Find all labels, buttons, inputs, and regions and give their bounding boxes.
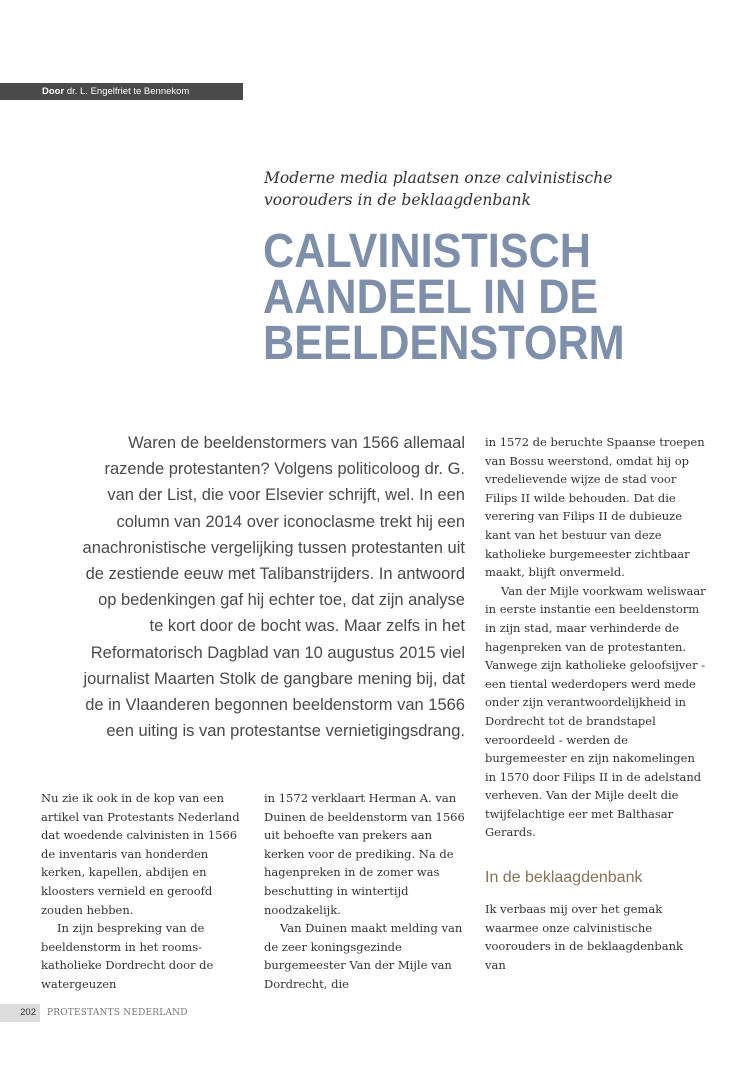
title-line: AANDEEL IN DE (263, 271, 599, 324)
paragraph: Ik verbaas mij over het gemak waarmee onze calvinistische voorouders in de beklaagdenbank van (485, 902, 684, 972)
byline-author: dr. L. Engelfriet te Bennekom (66, 86, 190, 97)
body-column-1 (41, 789, 246, 994)
body-column-3 (485, 433, 707, 842)
body-column-3-continued (485, 900, 707, 974)
body-column-2 (264, 789, 469, 994)
section-heading: In de beklaagdenbank (485, 869, 643, 886)
page-footer (0, 1004, 300, 1022)
paragraph: Nu zie ik ook in de kop van een artikel van Protestants Nederland dat woedende calvinisten in 1566 de inventaris van honderden kerken, kapellen, abdijen en kloosters vernield en geroofd zouden hebben. (41, 791, 240, 917)
article-title (263, 225, 677, 370)
paragraph: Van der Mijle voorkwam weliswaar in eerste instantie een beeldenstorm in zijn stad, maar verhinderde de hagenpreken van de protestanten. Vanwege zijn katholieke geloofsijver - een tiental wederdopers werd mede onder zijn verantwoordelijkheid in Dordrecht tot de brandstapel veroordeeld - werden de burgemeester en zijn nakomelingen in 1570 door Filips II in de adelstand verheven. Van der Mijle deelt die twijfelachtige eer met Balthasar Gerards. (485, 583, 706, 840)
intro-paragraph: Waren de beeldenstormers van 1566 allemaal razende protestanten? Volgens politicoloog dr. G. van der List, die voor Elsevier schrijft, wel. In een column van 2014 over iconoclasme trekt hij een anachronistische vergelijking tussen protestanten uit de zestiende eeuw met Talibanstrijders. In antwoord op bedenkingen gaf hij echter toe, dat zijn analyse te kort door de bocht was. Maar zelfs in het Reformatorisch Dagblad van 10 augustus 2015 viel journalist Maarten Stolk de gangbare mening bij, dat de in Vlaanderen begonnen beeldenstorm van 1566 een uiting is van protestantse vernietigingsdrang. (82, 434, 465, 741)
byline (0, 83, 243, 100)
title-line: BEELDENSTORM (263, 317, 625, 370)
byline-prefix: Door (42, 86, 65, 97)
paragraph: Van Duinen maakt melding van de zeer koningsgezinde burgemeester Van der Mijle van Dordrecht, die (264, 921, 463, 991)
paragraph: In zijn bespreking van de beeldenstorm in het rooms-katholieke Dordrecht door de watergeuzen (41, 921, 214, 991)
article-subtitle: Moderne media plaatsen onze calvinistische voorouders in de beklaagdenbank (264, 169, 613, 209)
paragraph: in 1572 verklaart Herman A. van Duinen de beeldenstorm van 1566 uit behoefte van prekers aan kerken voor de prediking. Na de hagenpreken in de zomer was beschutting in wintertijd noodzakelijk. (264, 791, 465, 917)
magazine-name: PROTESTANTS NEDERLAND (47, 1008, 188, 1018)
paragraph: in 1572 de beruchte Spaanse troepen van Bossu weerstond, omdat hij op vredelievende wijze de stad voor Filips II wilde behouden. Dat die verering van Filips II de dubieuze kant van het bestuur van deze katholieke burgemeester zichtbaar maakt, blijft onvermeld. (485, 435, 705, 580)
page-number: 202 (0, 1004, 40, 1022)
title-line: CALVINISTISCH (263, 225, 592, 278)
